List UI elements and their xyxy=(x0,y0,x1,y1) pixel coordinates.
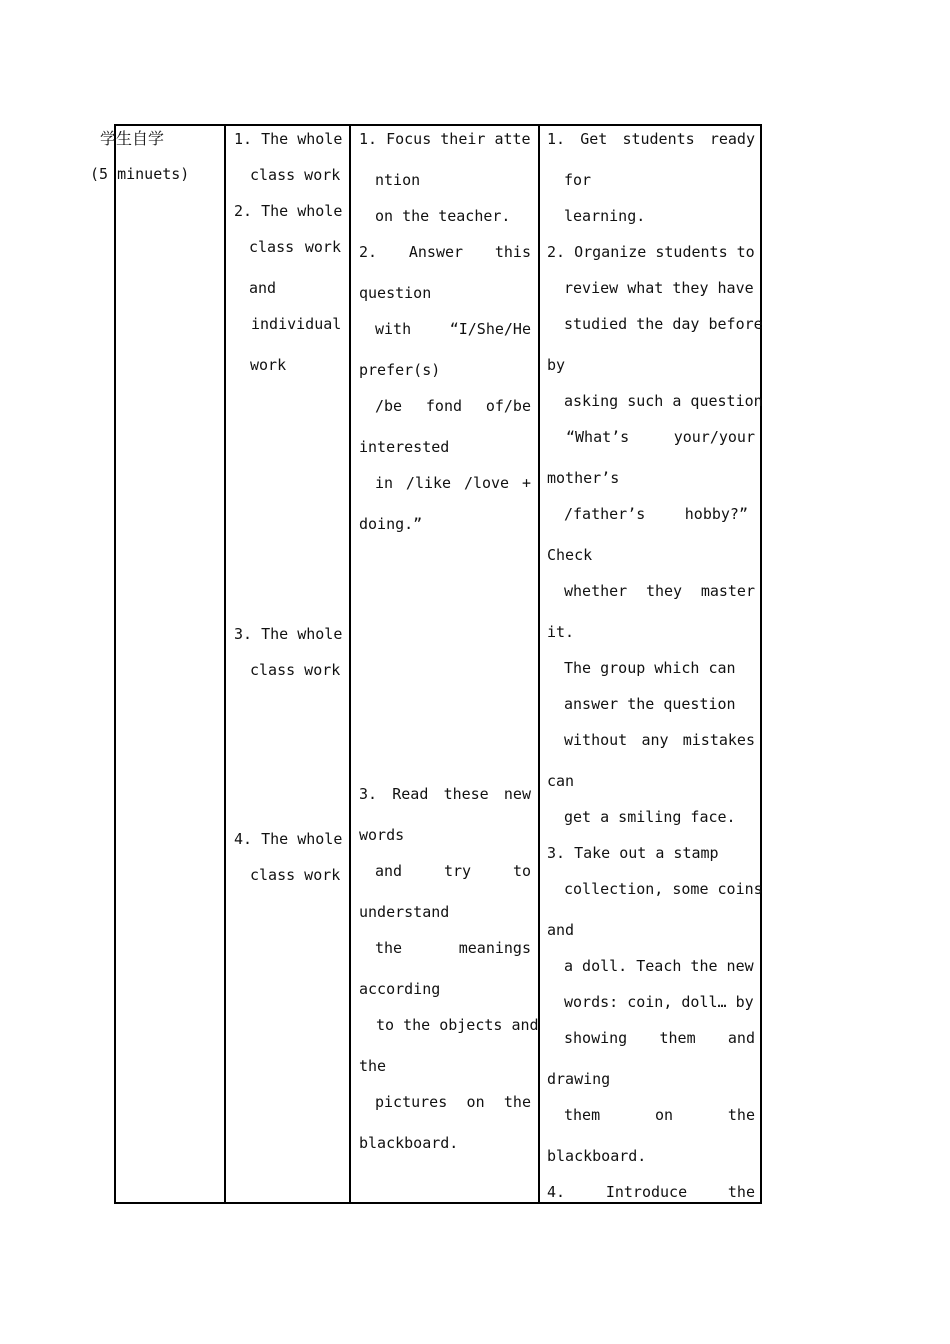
teacher-line xyxy=(564,731,755,749)
students-line xyxy=(375,397,531,415)
forms-word: class xyxy=(249,238,295,256)
teacher-line: 2. Organize students to xyxy=(547,243,755,261)
teacher-line: studied the day before xyxy=(564,315,763,333)
students-word: /like xyxy=(405,474,452,492)
teacher-line: blackboard. xyxy=(547,1147,647,1165)
teacher-word: any xyxy=(641,731,669,749)
students-word: /be xyxy=(375,397,403,415)
forms-line: class work xyxy=(250,166,341,184)
students-word: new xyxy=(503,785,531,803)
students-word: to xyxy=(512,862,531,880)
teacher-line xyxy=(564,505,748,523)
students-line: ntion xyxy=(375,171,421,189)
students-line: interested xyxy=(359,438,450,456)
teacher-word: whether xyxy=(564,582,628,600)
teacher-word: your/your xyxy=(673,428,755,446)
students-line xyxy=(359,785,531,803)
students-word: fond xyxy=(425,397,463,415)
forms-line: work xyxy=(250,356,287,374)
students-word: on xyxy=(466,1093,485,1111)
teacher-line: by xyxy=(547,356,566,374)
teacher-word: 4. xyxy=(547,1183,566,1201)
teacher-line: for xyxy=(564,171,592,189)
teacher-line: The group which can xyxy=(564,659,736,677)
teacher-line: get a smiling face. xyxy=(564,808,736,826)
stage-title: 学生自学 xyxy=(100,129,165,148)
teacher-word: the xyxy=(727,1106,755,1124)
students-word: with xyxy=(375,320,412,338)
students-word: Read xyxy=(392,785,429,803)
students-line: blackboard. xyxy=(359,1134,459,1152)
forms-line: 3. The whole xyxy=(234,625,343,643)
students-word: the xyxy=(375,939,403,957)
teacher-line: can xyxy=(547,772,575,790)
teacher-word: they xyxy=(645,582,683,600)
teacher-word: hobby?” xyxy=(684,505,748,523)
forms-line: 1. The whole xyxy=(234,130,343,148)
teacher-line: collection, some coins xyxy=(564,880,763,898)
teacher-line: and xyxy=(547,921,575,939)
students-line xyxy=(375,320,531,338)
students-word: 3. xyxy=(359,785,378,803)
teacher-line: answer the question xyxy=(564,695,736,713)
students-line: on the teacher. xyxy=(375,207,511,225)
table-divider xyxy=(224,124,226,1204)
teacher-word: showing xyxy=(564,1029,628,1047)
teacher-line: asking such a question xyxy=(564,392,763,410)
students-line xyxy=(375,474,531,492)
teacher-word: students xyxy=(622,130,695,148)
students-word: and xyxy=(375,862,403,880)
students-line xyxy=(375,1093,531,1111)
forms-line: class work xyxy=(250,661,341,679)
students-line: prefer(s) xyxy=(359,361,441,379)
teacher-line xyxy=(547,130,755,148)
students-word: pictures xyxy=(375,1093,448,1111)
teacher-word: the xyxy=(727,1183,755,1201)
teacher-word: them xyxy=(564,1106,601,1124)
students-line xyxy=(359,243,531,261)
students-line: doing.” xyxy=(359,515,423,533)
students-line: understand xyxy=(359,903,450,921)
forms-line xyxy=(249,238,341,256)
forms-line: 4. The whole xyxy=(234,830,343,848)
forms-line: individual xyxy=(251,315,342,333)
forms-word: work xyxy=(304,238,341,256)
teacher-word: without xyxy=(564,731,628,749)
students-line xyxy=(375,939,531,957)
teacher-word: on xyxy=(654,1106,674,1124)
teacher-line: drawing xyxy=(547,1070,611,1088)
forms-line: class work xyxy=(250,866,341,884)
students-word: + xyxy=(521,474,531,492)
stage-duration: (5 minuets) xyxy=(90,165,190,183)
teacher-line xyxy=(564,582,755,600)
students-line: the xyxy=(359,1057,387,1075)
teacher-line: it. xyxy=(547,623,575,641)
students-word: meanings xyxy=(458,939,531,957)
students-line: question xyxy=(359,284,432,302)
students-word: these xyxy=(443,785,489,803)
teacher-line: words: coin, doll… by xyxy=(564,993,754,1011)
students-word: try xyxy=(443,862,472,880)
students-line xyxy=(375,862,531,880)
students-word: this xyxy=(494,243,531,261)
teacher-word: Get xyxy=(580,130,608,148)
table-divider xyxy=(349,124,351,1204)
forms-line: 2. The whole xyxy=(234,202,343,220)
teacher-word: 1. xyxy=(547,130,566,148)
students-word: 2. xyxy=(359,243,378,261)
teacher-line: learning. xyxy=(564,207,646,225)
teacher-line: review what they have xyxy=(564,279,754,297)
teacher-line xyxy=(547,1183,755,1201)
teacher-line xyxy=(566,428,755,446)
teacher-word: and xyxy=(727,1029,755,1047)
students-line: according xyxy=(359,980,441,998)
students-word: Answer xyxy=(408,243,464,261)
students-word: /love xyxy=(463,474,510,492)
forms-line: and xyxy=(249,279,277,297)
students-word: in xyxy=(375,474,394,492)
students-line: words xyxy=(359,826,405,844)
teacher-line xyxy=(564,1106,755,1124)
teacher-word: ready xyxy=(709,130,755,148)
teacher-word: Introduce xyxy=(605,1183,688,1201)
students-line: 1. Focus their atte xyxy=(359,130,531,148)
teacher-word: master xyxy=(700,582,755,600)
students-word: the xyxy=(503,1093,531,1111)
teacher-line: 3. Take out a stamp xyxy=(547,844,719,862)
teacher-line: Check xyxy=(547,546,593,564)
students-word: of/be xyxy=(485,397,531,415)
teacher-word: mistakes xyxy=(682,731,755,749)
teacher-line: mother’s xyxy=(547,469,620,487)
table-divider xyxy=(538,124,540,1204)
teacher-line: a doll. Teach the new xyxy=(564,957,754,975)
students-word: “I/She/He xyxy=(449,320,531,338)
teacher-line xyxy=(564,1029,755,1047)
teacher-word: /father’s xyxy=(564,505,646,523)
teacher-word: “What’s xyxy=(566,428,630,446)
teacher-word: them xyxy=(659,1029,696,1047)
students-line: to the objects and xyxy=(376,1016,539,1034)
